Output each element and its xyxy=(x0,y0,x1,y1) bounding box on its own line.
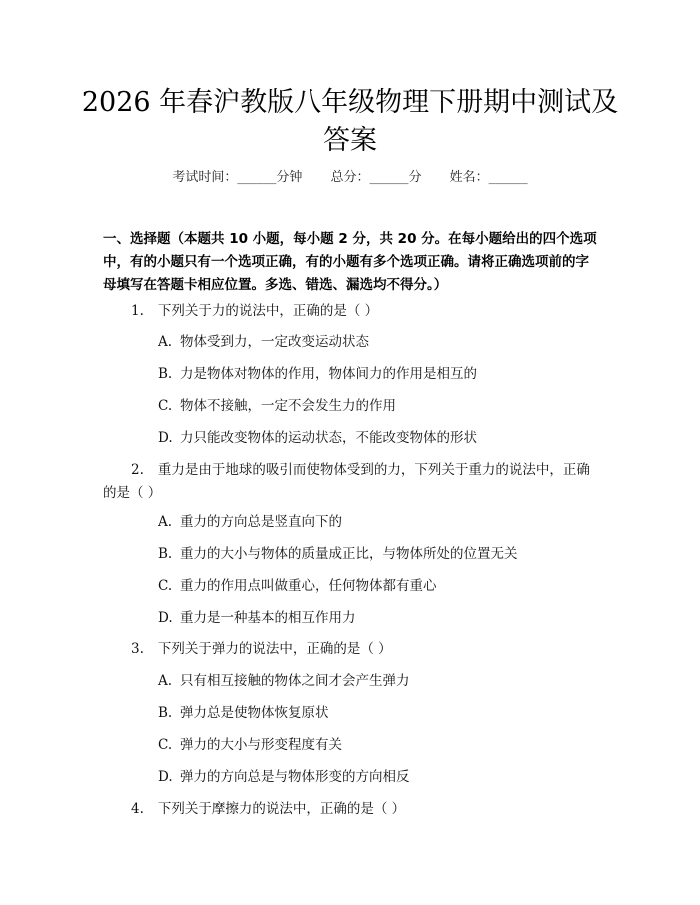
question-2 xyxy=(103,459,600,505)
question-1-option-b xyxy=(158,364,598,384)
question-stem: 下列关于弹力的说法中，正确的是（ ） xyxy=(157,641,392,657)
section-1-instructions: 一、选择题（本题共 10 小题，每小题 2 分，共 20 分。在每小题给出的四个选项中，有的小题只有一个选项正确，有的小题有多个选项正确。请将正确选项前的字母填写在答题卡相应位置。多选、错选、漏选均不得分。） xyxy=(103,231,597,293)
question-number: 3. xyxy=(131,641,144,657)
question-3-option-a xyxy=(158,671,598,691)
question-2-option-d xyxy=(158,608,598,628)
question-2-option-b xyxy=(158,544,598,564)
option-letter: A. xyxy=(158,334,173,350)
question-number: 4. xyxy=(131,801,144,817)
question-4 xyxy=(103,798,600,821)
question-1-option-c xyxy=(158,396,598,416)
option-text: 力只能改变物体的运动状态，不能改变物体的形状 xyxy=(180,430,477,446)
option-letter: D. xyxy=(158,769,173,785)
question-3 xyxy=(103,638,600,661)
doc-title-line-2: 答案 xyxy=(323,125,377,156)
question-stem: 重力是由于地球的吸引而使物体受到的力，下列关于重力的说法中，正确的是（ ） xyxy=(103,462,590,501)
option-text: 物体不接触，一定不会发生力的作用 xyxy=(180,398,396,414)
option-letter: A. xyxy=(158,514,173,530)
question-2-option-a xyxy=(158,512,598,532)
option-letter: A. xyxy=(158,673,173,689)
question-number: 2. xyxy=(131,462,144,478)
total-score-field: 总分：______分 xyxy=(330,170,422,185)
question-3-option-d xyxy=(158,767,598,787)
option-text: 弹力的方向总是与物体形变的方向相反 xyxy=(180,769,410,785)
option-letter: C. xyxy=(158,578,173,594)
question-stem: 下列关于力的说法中，正确的是（ ） xyxy=(157,303,379,319)
question-1-option-d xyxy=(158,428,598,448)
question-1 xyxy=(103,300,600,323)
student-name-field: 姓名：______ xyxy=(449,170,528,185)
option-text: 力是物体对物体的作用，物体间力的作用是相互的 xyxy=(180,366,477,382)
option-text: 重力的大小与物体的质量成正比，与物体所处的位置无关 xyxy=(180,546,518,562)
option-letter: C. xyxy=(158,398,173,414)
doc-title-line-1: 2026 年春沪教版八年级物理下册期中测试及 xyxy=(81,87,619,118)
option-text: 只有相互接触的物体之间才会产生弹力 xyxy=(180,673,410,689)
option-text: 弹力的大小与形变程度有关 xyxy=(180,737,342,753)
option-letter: D. xyxy=(158,430,173,446)
option-letter: D. xyxy=(158,610,173,626)
option-letter: B. xyxy=(158,546,173,562)
option-text: 重力是一种基本的相互作用力 xyxy=(180,610,356,626)
option-letter: B. xyxy=(158,366,173,382)
question-stem: 下列关于摩擦力的说法中，正确的是（ ） xyxy=(157,801,406,817)
option-text: 重力的方向总是竖直向下的 xyxy=(180,514,342,530)
question-3-option-c xyxy=(158,735,598,755)
question-number: 1. xyxy=(131,303,144,319)
question-2-option-c xyxy=(158,576,598,596)
option-text: 物体受到力，一定改变运动状态 xyxy=(180,334,369,350)
question-1-option-a xyxy=(158,332,598,352)
option-letter: C. xyxy=(158,737,173,753)
question-3-option-b xyxy=(158,703,598,723)
option-text: 弹力总是使物体恢复原状 xyxy=(180,705,329,721)
option-text: 重力的作用点叫做重心，任何物体都有重心 xyxy=(180,578,437,594)
exam-time-field: 考试时间：______分钟 xyxy=(172,170,303,185)
exam-meta xyxy=(0,168,700,188)
option-letter: B. xyxy=(158,705,173,721)
